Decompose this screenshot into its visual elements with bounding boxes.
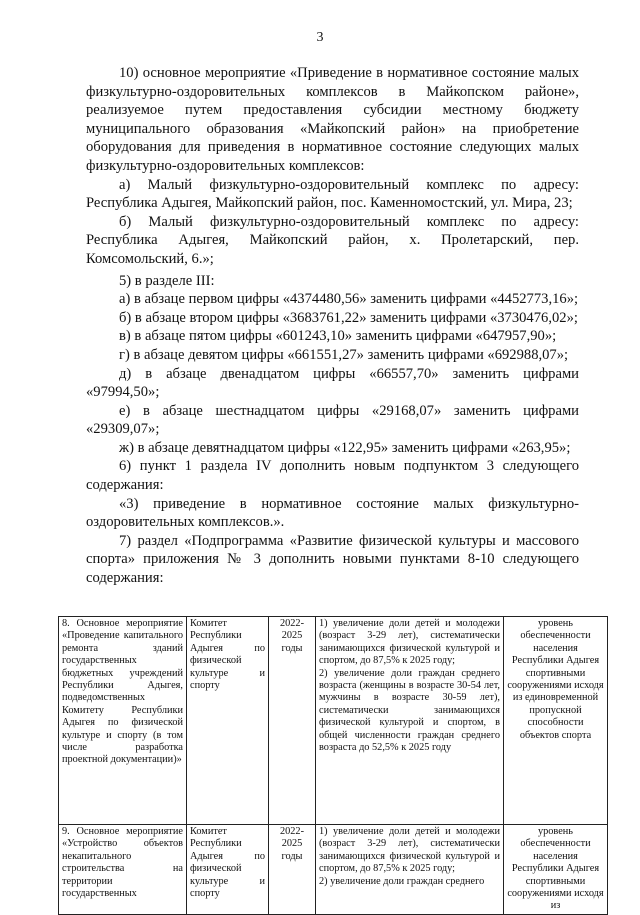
paragraph-amend-b: б) в абзаце втором цифры «3683761,22» заменить цифрами «3730476,02»;	[119, 309, 578, 326]
results-text: 1) увеличение доли детей и молодежи (возраст 3-29 лет), систематически занимающихся физической культурой и спортом, до 87,5% к 2025 году; 2) увеличение доли граждан среднего	[319, 826, 500, 887]
executor-cell: Комитет Республики Адыгея по физической культуре и спорту	[187, 617, 269, 825]
indicator-cell: уровень обеспеченности населения Республики Адыгея спортивными сооружениями исходя из единовременной пропускной способности объектов спорта	[504, 617, 608, 825]
table-row	[59, 617, 608, 825]
paragraph-item-10: 10) основное мероприятие «Приведение в нормативное состояние малых физкультурно-оздоровительных комплексов в Майкопском районе», реализуемое путем предоставления субсидии местному бюджету муниципального образования «Майкопский район» на приобретение оборудования для приведения в нормативное состояние следующих малых физкультурно-оздоровительных комплексов:	[86, 65, 579, 174]
term-cell: 2022-2025 годы	[269, 825, 316, 915]
executor-cell: Комитет Республики Адыгея по физической культуре и спорту	[187, 825, 269, 915]
paragraph-amend-zh: ж) в абзаце девятнадцатом цифры «122,95» заменить цифрами «263,95»;	[119, 439, 571, 456]
paragraph-amend-g: г) в абзаце девятом цифры «661551,27» заменить цифрами «692988,07»;	[119, 346, 569, 363]
paragraph-amend-a: а) в абзаце первом цифры «4374480,56» заменить цифрами «4452773,16»;	[119, 291, 579, 308]
paragraph-subitem-3: «3) приведение в нормативное состояние малых физкультурно-оздоровительных комплексов.».	[86, 495, 579, 531]
measure-cell: 8. Основное мероприятие «Проведение капитального ремонта зданий государственных бюджетных учреждений Республики Адыгея, подведомственных Комитету Республики Адыгея по физической культуре и спорту (в том числе разработка проектной документации)»	[59, 617, 187, 825]
paragraph-complex-b: б) Малый физкультурно-оздоровительный комплекс по адресу: Республика Адыгея, Майкопский район, х. Пролетарский, пер. Комсомольский, 6.»;	[86, 213, 579, 267]
document-body	[86, 64, 579, 588]
results-text: 1) увеличение доли детей и молодежи (возраст 3-29 лет), систематически занимающихся физической культурой и спортом, до 87,5% к 2025 году; 2) увеличение доли граждан среднего возраста (женщины в возрасте 30-54 лет, мужчины в возрасте 30-59 лет), систематически занимающихся физической культурой и спортом, в общей численности граждан среднего возраста до 52,5% к 2025 году	[319, 618, 500, 754]
indicator-cell: уровень обеспеченности населения Республики Адыгея спортивными сооружениями исходя из	[504, 825, 608, 915]
measure-cell: 9. Основное мероприятие «Устройство объектов некапитального строительства на территории государственных	[59, 825, 187, 915]
paragraph-section-iii: 5) в разделе III:	[119, 272, 215, 289]
results-cell	[316, 617, 504, 825]
measures-table	[58, 616, 608, 915]
page-number: 3	[316, 30, 324, 45]
paragraph-item-6: 6) пункт 1 раздела IV дополнить новым подпунктом 3 следующего содержания:	[86, 458, 579, 494]
term-cell: 2022-2025 годы	[269, 617, 316, 825]
paragraph-complex-a: а) Малый физкультурно-оздоровительный комплекс по адресу: Республика Адыгея, Майкопский район, пос. Каменномостский, ул. Мира, 23;	[86, 176, 579, 212]
paragraph-item-7: 7) раздел «Подпрограмма «Развитие физической культуры и массового спорта» приложения № 3 дополнить новыми пунктами 8-10 следующего содержания:	[86, 532, 579, 587]
paragraph-amend-d: д) в абзаце двенадцатом цифры «66557,70» заменить цифрами «97994,50»;	[86, 365, 579, 401]
table-row	[59, 825, 608, 915]
results-cell	[316, 825, 504, 915]
paragraph-amend-e: е) в абзаце шестнадцатом цифры «29168,07» заменить цифрами «29309,07»;	[86, 402, 579, 438]
paragraph-amend-v: в) в абзаце пятом цифры «601243,10» заменить цифрами «647957,90»;	[119, 328, 557, 345]
